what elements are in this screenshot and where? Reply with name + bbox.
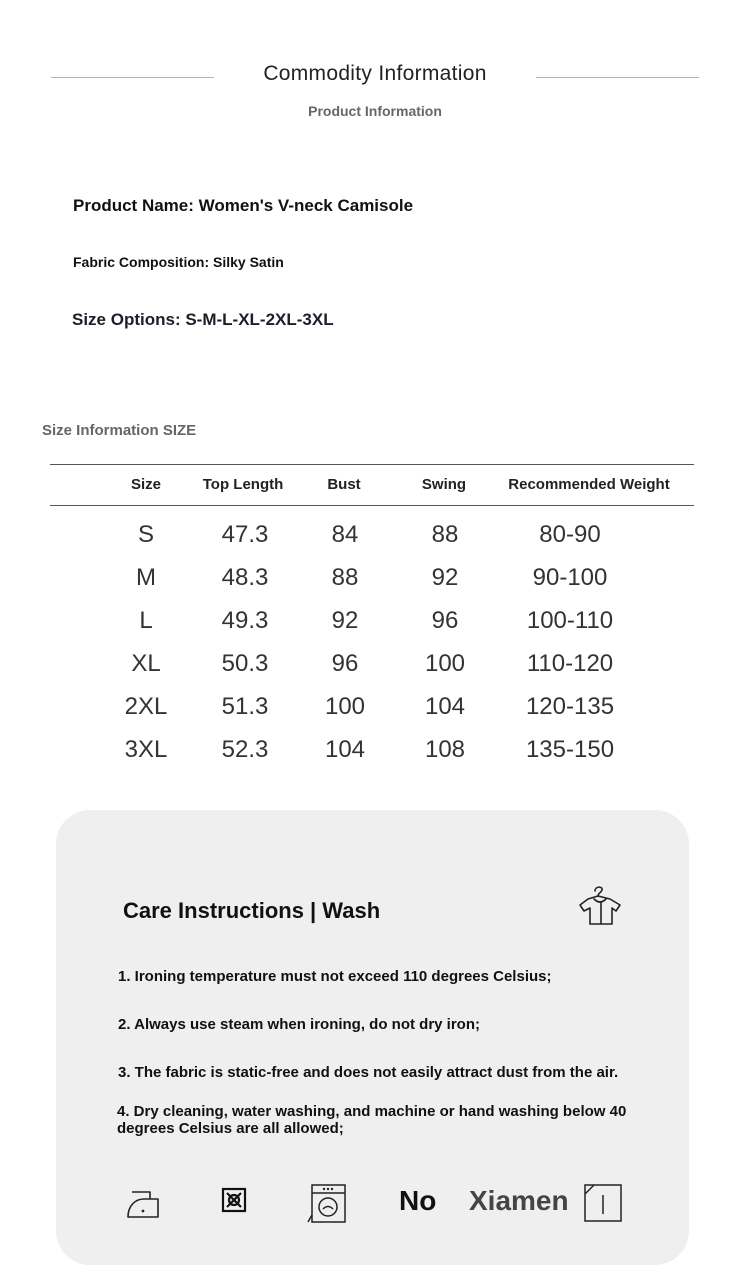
- care-item-4: 4. Dry cleaning, water washing, and machine or hand washing below 40 degrees Celsius are all allowed;: [117, 1103, 627, 1137]
- size-options: Size Options: S-M-L-XL-2XL-3XL: [72, 310, 334, 329]
- cell-top-length: 51.3: [221, 693, 269, 720]
- cell-swing: 96: [431, 607, 459, 634]
- cell-size: L: [139, 607, 153, 634]
- no-label: No: [399, 1185, 437, 1216]
- col-header-top-length: Top Length: [202, 476, 284, 493]
- col-header-recommended-weight: Recommended Weight: [508, 476, 670, 493]
- cell-weight: 120-135: [525, 693, 615, 720]
- col-header-swing: Swing: [421, 476, 467, 493]
- cell-size: S: [137, 521, 155, 548]
- cell-weight: 110-120: [526, 650, 614, 677]
- cell-swing: 100: [424, 650, 466, 677]
- cell-top-length: 52.3: [221, 736, 269, 763]
- cell-size: XL: [131, 650, 161, 677]
- product-name: Product Name: Women's V-neck Camisole: [73, 196, 414, 215]
- col-header-bust: Bust: [327, 476, 361, 493]
- cell-bust: 88: [331, 564, 359, 591]
- fabric-composition: Fabric Composition: Silky Satin: [73, 254, 284, 270]
- header-divider-left: [51, 77, 214, 78]
- shirt-hanger-icon: [578, 883, 624, 927]
- cell-top-length: 49.3: [221, 607, 269, 634]
- cell-swing: 92: [431, 564, 459, 591]
- cell-size: 3XL: [124, 736, 168, 763]
- header-divider-right: [536, 77, 699, 78]
- cell-bust: 100: [324, 693, 366, 720]
- cell-top-length: 48.3: [221, 564, 269, 591]
- cell-size: M: [136, 564, 156, 591]
- table-top-rule: [50, 464, 694, 465]
- care-item-3: 3. The fabric is static-free and does not easily attract dust from the air.: [118, 1064, 619, 1081]
- cell-size: 2XL: [124, 693, 168, 720]
- cell-weight: 80-90: [539, 521, 601, 548]
- cell-swing: 108: [424, 736, 466, 763]
- cell-swing: 88: [431, 521, 459, 548]
- drip-dry-icon: [583, 1183, 623, 1223]
- xiamen-label: Xiamen: [469, 1185, 569, 1216]
- cell-weight: 135-150: [525, 736, 615, 763]
- iron-icon: [124, 1184, 162, 1222]
- cell-top-length: 47.3: [221, 521, 269, 548]
- cell-swing: 104: [424, 693, 466, 720]
- cell-weight: 90-100: [532, 564, 608, 591]
- tumble-dry-icon: [221, 1187, 247, 1213]
- washing-machine-icon: [306, 1182, 348, 1224]
- care-item-1: 1. Ironing temperature must not exceed 110 degrees Celsius;: [118, 968, 552, 985]
- cell-bust: 84: [331, 521, 359, 548]
- cell-weight: 100-110: [526, 607, 614, 634]
- table-header-rule: [50, 505, 694, 506]
- cell-top-length: 50.3: [221, 650, 269, 677]
- cell-bust: 104: [324, 736, 366, 763]
- page-subtitle: Product Information: [308, 103, 442, 119]
- col-header-size: Size: [130, 476, 162, 493]
- care-title: Care Instructions | Wash: [123, 898, 381, 923]
- care-item-2: 2. Always use steam when ironing, do not dry iron;: [118, 1016, 480, 1033]
- page-title: Commodity Information: [263, 62, 487, 85]
- size-table-title: Size Information SIZE: [42, 422, 197, 439]
- cell-bust: 96: [331, 650, 359, 677]
- cell-bust: 92: [331, 607, 359, 634]
